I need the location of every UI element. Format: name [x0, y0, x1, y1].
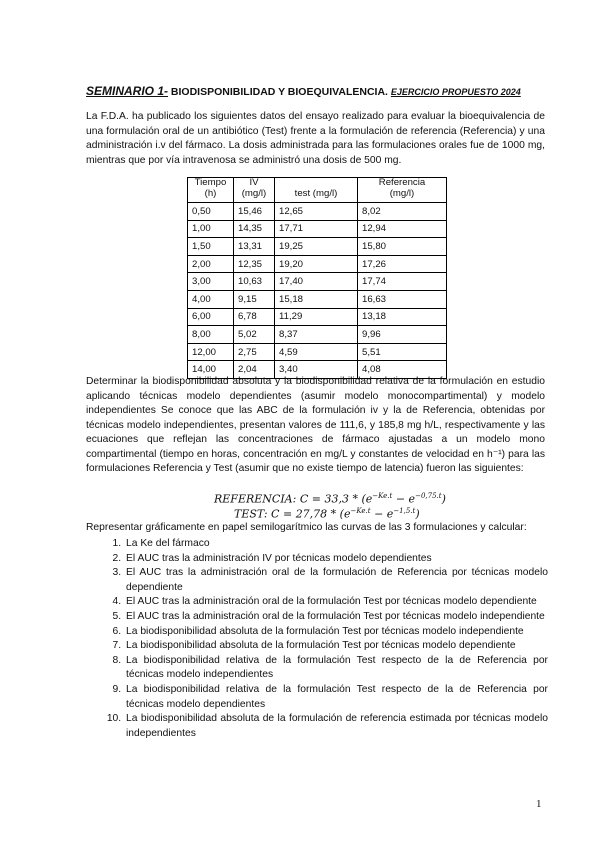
table-cell: 5,02	[234, 326, 275, 344]
header-iv: IV (mg/l)	[234, 178, 275, 203]
table-cell: 17,40	[275, 273, 358, 291]
table-cell: 8,02	[358, 203, 447, 221]
represent-instruction: Representar gráficamente en papel semilogarítmico las curvas de las 3 formulaciones y calcular:	[86, 522, 527, 533]
table-cell: 17,71	[275, 220, 358, 238]
header-test: test (mg/l)	[275, 178, 358, 203]
table-cell: 19,20	[275, 255, 358, 273]
table-cell: 9,15	[234, 290, 275, 308]
table-row	[188, 220, 447, 238]
table-cell: 16,63	[358, 290, 447, 308]
table-cell: 0,50	[188, 203, 234, 221]
table-row	[188, 308, 447, 326]
table-cell: 4,59	[275, 343, 358, 361]
task-paragraph: Determinar la biodisponibilidad absoluta y la biodisponibilidad relativa de la formulación en estudio aplicando técnicas modelo dependientes (asumir modelo monocompartimental) y modelo independientes Se conoce que las ABC de la formulación iv y la de Referencia, obtenidas por técnicas modelo independientes, presentan valores de 111,6, y 185,8 mg h/L, respectivamente y las ecuaciones que reflejan las concentraciones de fármaco ajustadas a un modelo mono compartimental (tiempo en horas, concentración en mg/L y constantes de velocidad en h⁻¹) para las formulaciones Referencia y Test (asumir que no existe tiempo de latencia) fueron las siguientes:	[86, 376, 545, 474]
list-item: 8. La biodisponibilidad relativa de la formulación Test respecto de la de Referencia por técnicas modelo independientes	[124, 654, 548, 683]
question-list	[86, 537, 548, 741]
seminar-label: SEMINARIO 1-	[86, 84, 169, 98]
table-cell: 9,96	[358, 326, 447, 344]
table-row	[188, 238, 447, 256]
header-referencia: Referencia (mg/l)	[358, 178, 447, 203]
table-cell: 2,75	[234, 343, 275, 361]
intro-paragraph: La F.D.A. ha publicado los siguientes datos del ensayo realizado para evaluar la bioequivalencia de una formulación oral de un antibiótico (Test) frente a la formulación de referencia (Referencia) y una administración i.v del fármaco. La dosis administrada para las formulaciones orales fue de 1000 mg, mientras que por vía intravenosa se administró una dosis de 500 mg.	[86, 111, 545, 166]
topic-label: BIODISPONIBILIDAD Y BIOEQUIVALENCIA.	[168, 86, 391, 98]
table-cell: 15,80	[358, 238, 447, 256]
table-cell: 1,00	[188, 220, 234, 238]
list-item: 6. La biodisponibilidad absoluta de la formulación Test por técnicas modelo independiente	[124, 625, 548, 640]
list-item: 9. La biodisponibilidad relativa de la formulación Test respecto de la de Referencia por técnicas modelo dependientes	[124, 683, 548, 712]
table-row	[188, 203, 447, 221]
list-item: 10. La biodisponibilidad absoluta de la formulación de referencia estimada por técnicas modelo independientes	[124, 712, 548, 741]
table-row	[188, 343, 447, 361]
table-cell: 19,25	[275, 238, 358, 256]
equation-referencia: REFERENCIA: $C = 33,3 * (e^{-Ke.t} - e^{-0,75.t})$	[214, 492, 446, 506]
table-cell: 8,00	[188, 326, 234, 344]
table-cell: 13,31	[234, 238, 275, 256]
table-cell: 4,08	[358, 361, 447, 379]
list-item: 1. La Ke del fármaco	[124, 537, 548, 552]
data-table	[187, 177, 447, 379]
table-cell: 11,29	[275, 308, 358, 326]
table-cell: 8,37	[275, 326, 358, 344]
list-item: 2. El AUC tras la administración IV por técnicas modelo dependientes	[124, 552, 548, 567]
page-title	[86, 84, 521, 98]
exercise-label: EJERCICIO PROPUESTO 2024	[390, 87, 521, 97]
table-cell: 4,00	[188, 290, 234, 308]
table-row	[188, 255, 447, 273]
table-cell: 13,18	[358, 308, 447, 326]
table-cell: 12,00	[188, 343, 234, 361]
table-cell: 5,51	[358, 343, 447, 361]
list-item: 3. El AUC tras la administración oral de la formulación de Referencia por técnicas modelo dependiente	[124, 566, 548, 595]
table-row	[188, 290, 447, 308]
table-cell: 15,46	[234, 203, 275, 221]
header-tiempo: Tiempo (h)	[188, 178, 234, 203]
list-item: 4. El AUC tras la administración oral de la formulación Test por técnicas modelo dependiente	[124, 595, 548, 610]
table-row	[188, 326, 447, 344]
table-cell: 3,00	[188, 273, 234, 291]
table-cell: 12,94	[358, 220, 447, 238]
table-cell: 2,00	[188, 255, 234, 273]
table-header-row	[188, 178, 447, 203]
table-cell: 14,00	[188, 361, 234, 379]
table-cell: 14,35	[234, 220, 275, 238]
table-body	[188, 203, 447, 379]
table-cell: 17,74	[358, 273, 447, 291]
table-cell: 10,63	[234, 273, 275, 291]
table-cell: 1,50	[188, 238, 234, 256]
table-cell: 3,40	[275, 361, 358, 379]
table-cell: 15,18	[275, 290, 358, 308]
table-row	[188, 273, 447, 291]
table-cell: 12,35	[234, 255, 275, 273]
table-cell: 2,04	[234, 361, 275, 379]
list-item: 7. La biodisponibilidad absoluta de la formulación Test por técnicas modelo dependiente	[124, 639, 548, 654]
equation-test: TEST: $C = 27,78 * (e^{-Ke.t} - e^{-1,5.t})$	[234, 507, 420, 521]
table-cell: 12,65	[275, 203, 358, 221]
table-cell: 6,00	[188, 308, 234, 326]
table-cell: 6,78	[234, 308, 275, 326]
table-cell: 17,26	[358, 255, 447, 273]
list-item: 5. El AUC tras la administración oral de la formulación Test por técnicas modelo independiente	[124, 610, 548, 625]
page-number: 1	[536, 798, 542, 810]
